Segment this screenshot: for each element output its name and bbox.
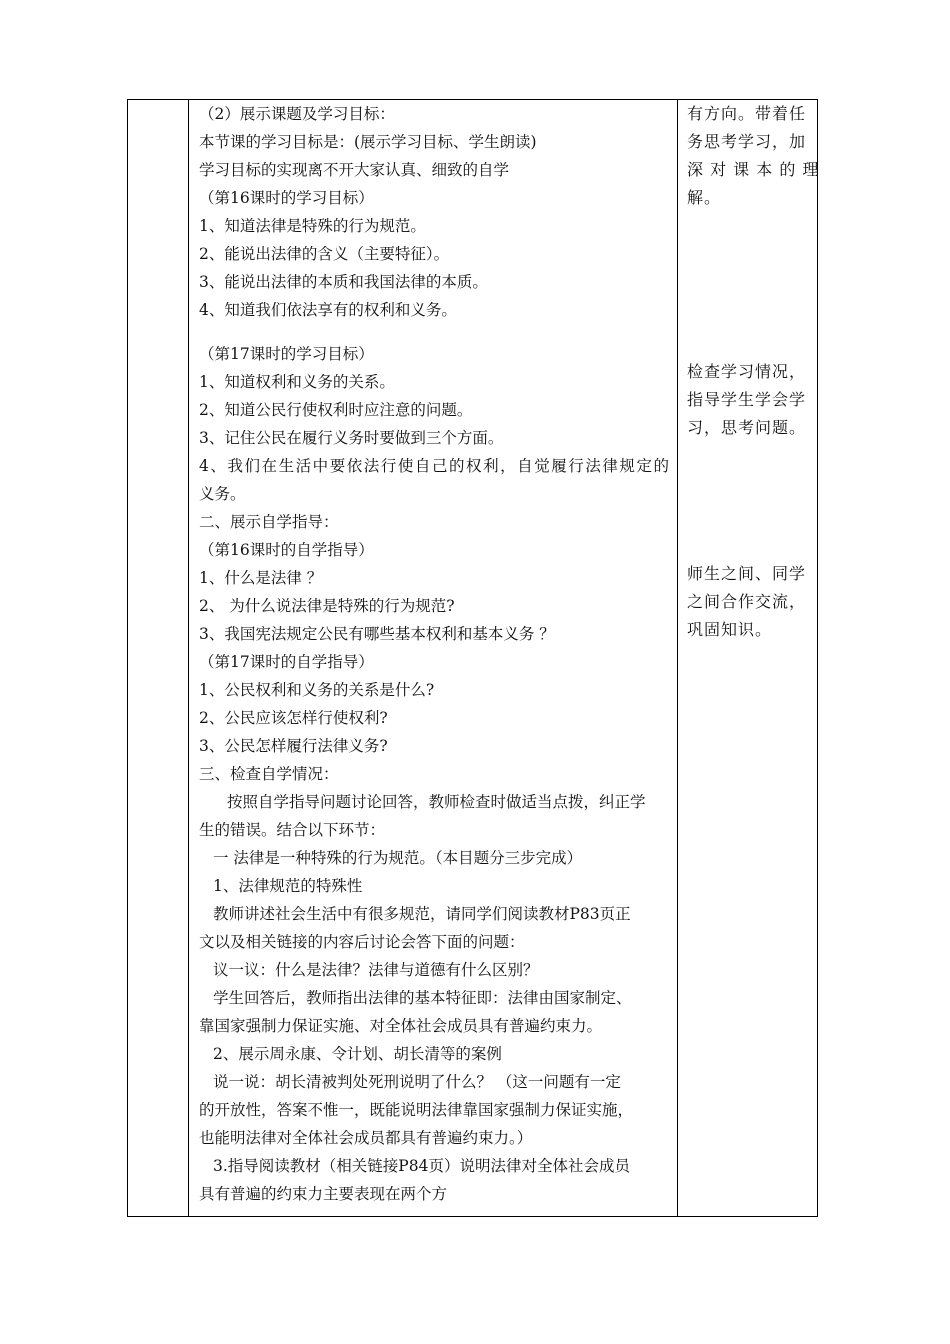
text-line: 解。: [687, 188, 722, 207]
intent-note-2: [687, 358, 815, 442]
text-line: 三、检查自学情况：: [199, 765, 339, 783]
text-line: 1、知道权利和义务的关系。: [199, 373, 395, 391]
text-line: 深 对 课 本 的 理: [687, 160, 820, 179]
text-line: 检查学习情况，: [687, 362, 807, 381]
text-line: 1、什么是法律 ？: [199, 569, 323, 587]
text-line: 本节课的学习目标是：(展示学习目标、学生朗读): [199, 133, 537, 151]
intent-note-1: [687, 100, 820, 212]
text-line: 学生回答后，教师指出法律的基本特征即：法律由国家制定、: [213, 989, 632, 1007]
text-line: 文以及相关链接的内容后讨论会答下面的问题：: [199, 933, 525, 951]
text-line: （第17课时的自学指导）: [199, 653, 374, 671]
text-line: （第16课时的学习目标）: [199, 189, 374, 207]
text-line: 有方向。带着任: [687, 104, 807, 123]
text-line: 务思考学习，加: [687, 132, 807, 151]
text-line: 义务。: [199, 485, 246, 503]
text-line: 2、 为什么说法律是特殊的行为规范?: [199, 597, 455, 615]
text-line: （2）展示课题及学习目标：: [199, 105, 395, 123]
design-intent-column: [687, 100, 820, 644]
text-line: 3、记住公民在履行义务时要做到三个方面。: [199, 429, 504, 447]
column-divider: [188, 100, 189, 1216]
text-line: 3、公民怎样履行法律义务?: [199, 737, 388, 755]
text-line: 学习目标的实现离不开大家认真、细致的自学: [199, 161, 510, 179]
text-line: 习，思考问题。: [687, 418, 807, 437]
teaching-process-column: [199, 100, 669, 1208]
intent-note-3: [687, 560, 815, 644]
text-line: 议一议：什么是法律？法律与道德有什么区别？: [213, 961, 539, 979]
text-line: 2、能说出法律的含义（主要特征）。: [199, 245, 450, 263]
text-line: （第16课时的自学指导）: [199, 541, 374, 559]
text-line: 指导学生学会学: [687, 390, 807, 409]
text-line: 4、我们在生活中要依法行使自己的权利，自觉履行法律规定的: [199, 457, 669, 475]
text-line: 靠国家强制力保证实施、对全体社会成员具有普遍约束力。: [199, 1017, 603, 1035]
text-line: 的开放性，答案不惟一，既能说明法律靠国家强制力保证实施，: [199, 1101, 634, 1119]
column-divider: [677, 100, 678, 1216]
text-line: 一 法律是一种特殊的行为规范。（本目题分三步完成）: [213, 849, 583, 867]
text-line: 2、公民应该怎样行使权利?: [199, 709, 388, 727]
text-line: 2、知道公民行使权利时应注意的问题。: [199, 401, 473, 419]
text-line: （第17课时的学习目标）: [199, 345, 374, 363]
text-line: 4、知道我们依法享有的权利和义务。: [199, 301, 457, 319]
text-line: 2、展示周永康、令计划、胡长清等的案例: [213, 1045, 502, 1063]
text-line: 师生之间、同学: [687, 564, 807, 583]
text-line: 教师讲述社会生活中有很多规范，请同学们阅读教材P83页正: [213, 905, 631, 923]
lesson-plan-table: [127, 99, 818, 1217]
text-line: 具有普遍的约束力主要表现在两个方: [199, 1185, 448, 1203]
text-line: 生的错误。结合以下环节：: [199, 821, 386, 839]
text-line: 1、公民权利和义务的关系是什么?: [199, 681, 435, 699]
text-line: 也能明法律对全体社会成员都具有普遍约束力。）: [199, 1129, 533, 1147]
text-line: 按照自学指导问题讨论回答，教师检查时做适当点拨，纠正学: [227, 793, 646, 811]
text-line: 说一说：胡长清被判处死刑说明了什么？ （这一问题有一定: [213, 1073, 621, 1091]
text-line: 3.指导阅读教材（相关链接P84页）说明法律对全体社会成员: [213, 1157, 630, 1175]
text-line: 二、展示自学指导：: [199, 513, 339, 531]
text-line: 1、法律规范的特殊性: [213, 877, 363, 895]
text-line: 1、知道法律是特殊的行为规范。: [199, 217, 426, 235]
text-line: 巩固知识。: [687, 620, 773, 639]
text-line: 之间合作交流，: [687, 592, 807, 611]
text-line: 3、能说出法律的本质和我国法律的本质。: [199, 273, 488, 291]
text-line: 3、我国宪法规定公民有哪些基本权利和基本义务 ？: [199, 625, 555, 643]
